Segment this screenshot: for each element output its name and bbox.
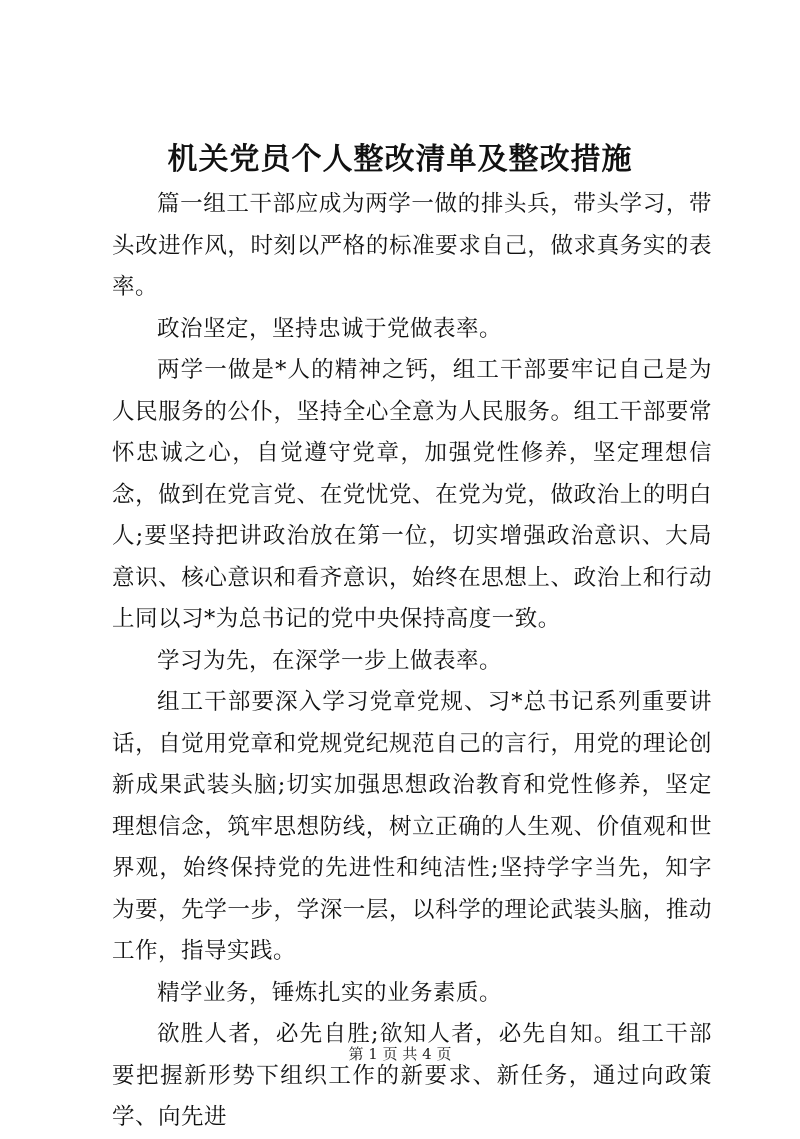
paragraph: 政治坚定，坚持忠诚于党做表率。 [157,315,503,342]
paragraph: 两学一做是*人的精神之钙，组工干部要牢记自己是为人民服务的公仆，坚持全心全意为人民服务。组工干部要常怀忠诚之心，自觉遵守党章，加强党性修养，坚定理想信念，做到在党言党、在党忧党、在党为党，做政治上的明白人;要坚持把讲政治放在第一位，切实增强政治意识、大局意识、核心意识和看齐意识，始终在思想上、政治上和行动上同以习*为总书记的党中央保持高度一致。 [112,357,712,632]
paragraph: 学习为先，在深学一步上做表率。 [157,647,503,674]
document-title: 机关党员个人整改清单及整改措施 [167,142,633,177]
paragraph: 篇一组工干部应成为两学一做的排头兵，带头学习，带头改进作风，时刻以严格的标准要求自己，做求真务实的表率。 [112,191,712,300]
paragraph: 组工干部要深入学习党章党规、习*总书记系列重要讲话，自觉用党章和党规党纪规范自己的言行，用党的理论创新成果武装头脑;切实加强思想政治教育和党性修养，坚定理想信念，筑牢思想防线，树立正确的人生观、价值观和世界观，始终保持党的先进性和纯洁性;坚持学字当先，知字为要，先学一步，学深一层，以科学的理论武装头脑，推动工作，指导实践。 [112,689,712,964]
paragraph: 精学业务，锤炼扎实的业务素质。 [157,979,503,1006]
paragraph: 欲胜人者，必先自胜;欲知人者，必先自知。组工干部要把握新形势下组织工作的新要求、新任务，通过向政策学、向先进 [112,1021,712,1130]
document-body [112,184,712,1139]
page-number-footer: 第 1 页 共 4 页 [348,1045,452,1063]
